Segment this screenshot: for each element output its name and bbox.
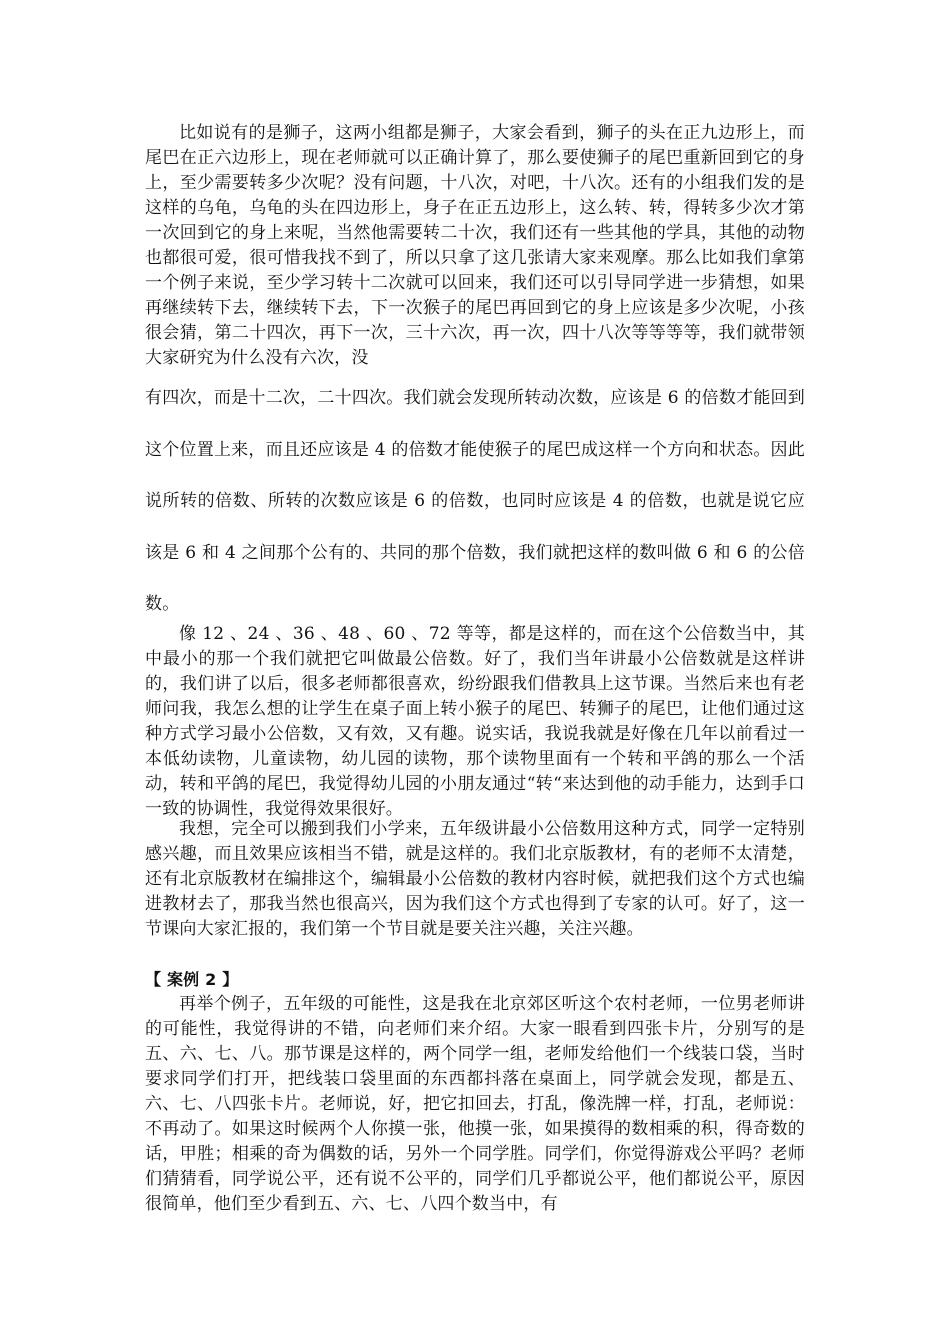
case-section: [145, 967, 805, 1217]
paragraph-text: 有四次，而是十二次，二十四次。我们就会发现所转动次数，应该是 6 的倍数才能回到这个位置上来，而且还应该是 4 的倍数才能使猴子的尾巴成这样一个方向和状态。因此说所转的倍数、所转的次数应该是 6 的倍数，也同时应该是 4 的倍数，也就是说它应该是 6 和 4 之间那个公有的、共同的那个倍数，我们就把这样的数叫做 6 和 6 的公倍数。: [145, 388, 805, 614]
case-heading: 【 案例 2 】: [145, 970, 239, 989]
paragraph-lion-turtle: [145, 121, 805, 371]
paragraph-text: 我想，完全可以搬到我们小学来，五年级讲最小公倍数用这种方式，同学一定特别感兴趣，而且效果应该相当不错，就是这样的。我们北京版教材，有的老师不太清楚，还有北京版教材在编排这个，编辑最小公倍数的教材内容时候，就把我们这个方式也编进教材去了，那我当然也很高兴，因为我们这个方式也得到了专家的认可。好了，这一节课向大家汇报的，我们第一个节目就是要关注兴趣，关注兴趣。: [145, 819, 805, 939]
paragraph-text: 像 12 、24 、36 、48 、60 、72 等等，都是这样的，而在这个公倍数当中，其中最小的那一个我们就把它叫做最公倍数。好了，我们当年讲最小公倍数就是这样讲的，我们讲了以后，很多老师都很喜欢，纷纷跟我们借教具上这节课。当然后来也有老师问我，我怎么想的让学生在桌子面上转小猴子的尾巴、转狮子的尾巴，让他们通过这种方式学习最小公倍数，又有效，又有趣。说实话，我说我就是好像在几年以前看过一本低幼读物，儿童读物，幼儿园的读物，那个读物里面有一个转和平鸽的那么一个活动，转和平鸽的尾巴，我觉得幼儿园的小朋友通过“转“来达到他的动手能力，达到手口一致的协调性，我觉得效果很好。: [145, 624, 805, 819]
paragraph-text: 再举个例子，五年级的可能性，这是我在北京郊区听这个农村老师，一位男老师讲的可能性，我觉得讲的不错，向老师们来介绍。大家一眼看到四张卡片，分别写的是五、六、七、八。那节课是这样的，两个同学一组，老师发给他们一个线装口袋，当时要求同学们打开，把线装口袋里面的东西都抖落在桌面上，同学就会发现，都是五、六、七、八四张卡片。老师说，好，把它扣回去，打乱，像洗牌一样，打乱，老师说：不再动了。如果这时候两个人你摸一张，他摸一张，如果摸得的数相乘的积，得奇数的话，甲胜；相乘的奇为偶数的话，另外一个同学胜。同学们，你觉得游戏公平吗？老师们猜猜看，同学说公平，还有说不公平的，同学们几乎都说公平，他们都说公平，原因很简单，他们至少看到五、六、七、八四个数当中，有: [145, 994, 805, 1214]
paragraph-common-multiple: [145, 373, 805, 631]
paragraph-textbook: [145, 817, 805, 942]
paragraph-text: 比如说有的是狮子，这两小组都是狮子，大家会看到，狮子的头在正九边形上，而尾巴在正六边形上，现在老师就可以正确计算了，那么要使狮子的尾巴重新回到它的身上，至少需要转多少次呢？没有问题，十八次，对吧，十八次。还有的小组我们发的是这样的乌龟，乌龟的头在四边形上，身子在正五边形上，这么转、转，得转多少次才第一次回到它的身上来呢，当然他需要转二十次，我们还有一些其他的学具，其他的动物也都很可爱，很可惜我找不到了，所以只拿了这几张请大家来观摩。那么比如我们拿第一个例子来说，至少学习转十二次就可以回来，我们还可以引导同学进一步猜想，如果再继续转下去，继续转下去，下一次猴子的尾巴再回到它的身上应该是多少次呢，小孩很会猜，第二十四次，再下一次，三十六次，再一次，四十八次等等等等，我们就带领大家研究为什么没有六次，没: [145, 123, 805, 368]
paragraph-lcm-examples: [145, 622, 805, 822]
